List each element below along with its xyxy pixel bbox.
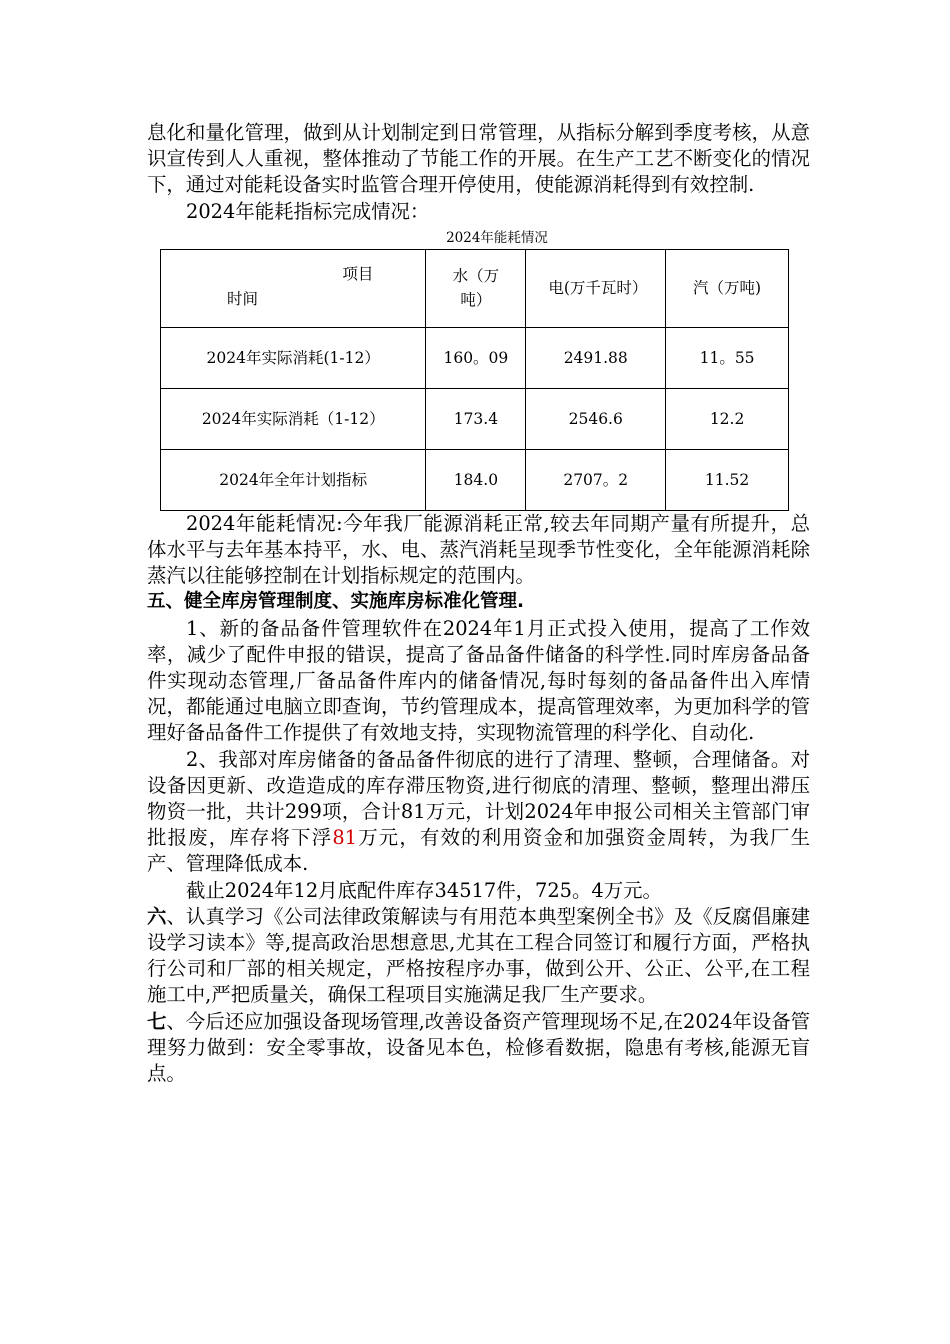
table-row [161,327,789,388]
table-header-row [161,249,789,327]
section7-text: 、今后还应加强设备现场管理,改善设备资产管理现场不足,在2024年设备管理努力做到：安全零事故，设备见本色，检修看数据，隐患有考核,能源无盲点。 [147,1009,810,1086]
section7-paragraph [147,1009,810,1088]
inventory-summary: 截止2024年12月底配件库存34517件，725。4万元。 [186,878,662,902]
row-power: 2491.88 [526,327,666,388]
corner-time-label: 时间 [227,289,259,308]
section6-paragraph [147,904,810,1009]
section5-para2 [147,747,810,878]
row-label: 2024年全年计划指标 [161,449,426,510]
section5-heading: 五、健全库房管理制度、实施库房标准化管理. [147,591,525,613]
section5-para2-text: 2、我部对库房储备的备品备件彻底的进行了清理、整顿，合理储备。对设备因更新、改造造成的库存滞压物资,进行彻底的清理、整顿，整理出滞压物资一批，共计299项，合计81万元，计划2024年申报公司相关主管部门审批报废，库存将下浮 [147,747,810,850]
intro-paragraph: 息化和量化管理，做到从计划制定到日常管理，从指标分解到季度考核，从意识宣传到人人重视，整体推动了节能工作的开展。在生产工艺不断变化的情况下，通过对能耗设备实时监管合理开停使用，使能源消耗得到有效控制. [147,121,810,197]
row-steam: 11。55 [666,327,789,388]
row-power: 2546.6 [526,388,666,449]
section5-para1: 1、新的备品备件管理软件在2024年1月正式投入使用，提高了工作效率，减少了配件申报的错误，提高了备品备件储备的科学性.同时库房备品备件实现动态管理,厂备品备件库内的储备情况,每时每刻的备品备件出入库情况，都能通过电脑立即查询，节约管理成本，提高管理效率，为更加科学的管理好备品备件工作提供了有效地支持，实现物流管理的科学化、自动化. [147,616,810,745]
section5-para2-tail: 万元，有效的利用资金和加强资金周转，为我厂生产、管理降低成本. [147,826,811,876]
row-water: 184.0 [426,449,526,510]
row-water: 173.4 [426,388,526,449]
corner-item-label: 项目 [342,264,374,283]
row-steam: 12.2 [666,388,789,449]
energy-summary: 2024年能耗情况:今年我厂能源消耗正常,较去年同期产量有所提升，总体水平与去年基本持平，水、电、蒸汽消耗呈现季节性变化，全年能源消耗除蒸汽以往能够控制在计划指标规定的范围内。 [147,511,810,588]
table-row [161,388,789,449]
highlighted-value: 81 [332,826,358,850]
table-corner-cell [161,249,426,327]
document-page [147,120,810,1087]
row-label: 2024年实际消耗(1-12） [161,327,426,388]
energy-table [160,249,789,511]
header-steam: 汽（万吨) [666,249,789,327]
row-steam: 11.52 [666,449,789,510]
header-power: 电(万千瓦时） [526,249,666,327]
indicator-line: 2024年能耗指标完成情况： [186,199,430,223]
section6-number: 六 [147,904,167,928]
row-water: 160。09 [426,327,526,388]
section6-text: 、认真学习《公司法律政策解读与有用范本典型案例全书》及《反腐倡廉建设学习读本》等,提高政治思想意思,尤其在工程合同签订和履行方面，严格执行公司和厂部的相关规定，严格按程序办事，做到公开、公正、公平,在工程施工中,严把质量关，确保工程项目实施满足我厂生产要求。 [147,904,811,1007]
row-power: 2707。2 [526,449,666,510]
row-label: 2024年实际消耗（1-12） [161,388,426,449]
table-caption: 2024年能耗情况 [446,229,548,246]
table-row [161,449,789,510]
header-water: 水（万吨） [426,249,526,327]
section7-number: 七 [147,1009,167,1033]
